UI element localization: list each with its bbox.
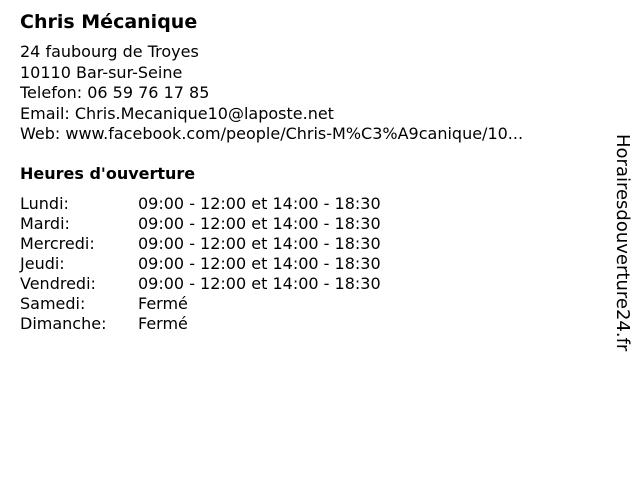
day-hours: 09:00 - 12:00 et 14:00 - 18:30	[138, 213, 381, 233]
phone-line: Telefon: 06 59 76 17 85	[20, 83, 210, 102]
hours-row	[20, 274, 381, 294]
address-line-1: 24 faubourg de Troyes	[20, 42, 199, 61]
day-label: Jeudi:	[20, 253, 65, 273]
site-watermark	[612, 134, 632, 374]
day-label: Lundi:	[20, 193, 69, 213]
web-line: Web: www.facebook.com/people/Chris-M%C3%A9canique/10...	[20, 124, 524, 143]
site-watermark-text: Horairesdouverture24.fr	[612, 134, 633, 352]
day-hours: Fermé	[138, 293, 188, 313]
day-hours: 09:00 - 12:00 et 14:00 - 18:30	[138, 233, 381, 253]
day-label: Vendredi:	[20, 273, 96, 293]
hours-table	[20, 194, 381, 334]
day-hours: 09:00 - 12:00 et 14:00 - 18:30	[138, 273, 381, 293]
day-label: Dimanche:	[20, 313, 107, 333]
hours-row	[20, 254, 381, 274]
hours-row	[20, 194, 381, 214]
hours-row	[20, 314, 381, 334]
day-label: Samedi:	[20, 293, 86, 313]
day-label: Mardi:	[20, 213, 70, 233]
hours-row	[20, 234, 381, 254]
day-label: Mercredi:	[20, 233, 95, 253]
email-line: Email: Chris.Mecanique10@laposte.net	[20, 103, 334, 123]
day-hours: 09:00 - 12:00 et 14:00 - 18:30	[138, 193, 381, 213]
day-hours: 09:00 - 12:00 et 14:00 - 18:30	[138, 253, 381, 273]
business-card	[20, 10, 600, 334]
hours-heading: Heures d'ouverture	[20, 163, 196, 183]
address-line-2: 10110 Bar-sur-Seine	[20, 62, 183, 82]
day-hours: Fermé	[138, 313, 188, 333]
hours-row	[20, 294, 381, 314]
hours-row	[20, 214, 381, 234]
business-name: Chris Mécanique	[20, 11, 198, 33]
